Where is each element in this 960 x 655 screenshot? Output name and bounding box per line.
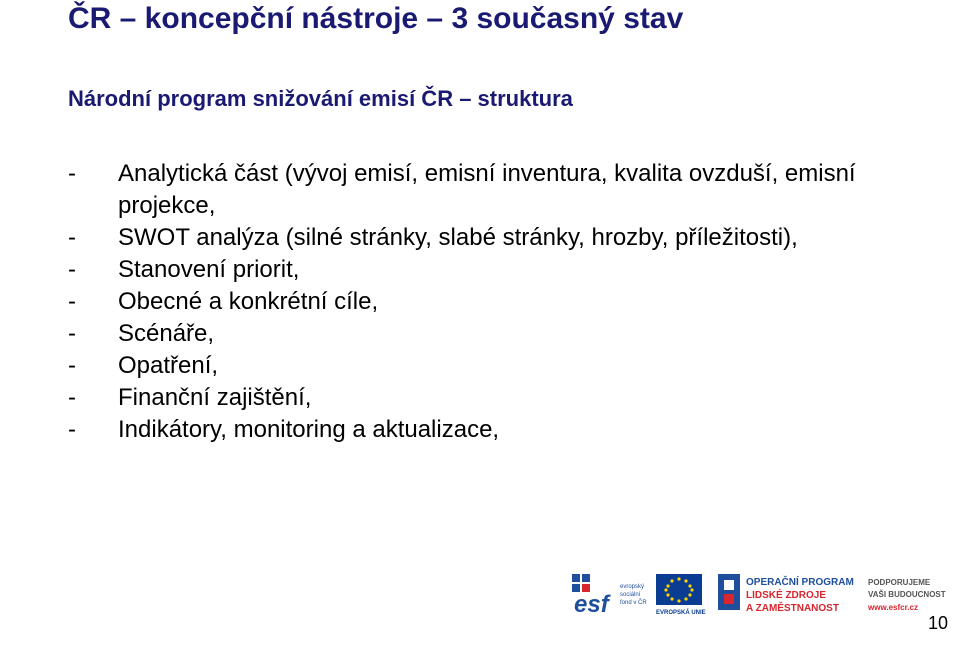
eu-label: EVROPSKÁ UNIE <box>656 610 706 616</box>
list-item-text: Analytická část (vývoj emisí, emisní inventura, kvalita ovzduší, emisní projekce, <box>118 160 856 219</box>
support-line: VAŠI BUDOUCNOST <box>868 590 946 599</box>
list-dash: - <box>68 224 76 251</box>
list-item-text: Indikátory, monitoring a aktualizace, <box>118 416 500 443</box>
list-dash: - <box>68 288 76 315</box>
op-line: A ZAMĚSTNANOST <box>746 603 839 614</box>
list-dash: - <box>68 256 76 283</box>
list-dash: - <box>68 416 76 443</box>
list-dash: - <box>68 320 76 347</box>
support-url: www.esfcr.cz <box>868 603 918 612</box>
list-dash: - <box>68 352 76 379</box>
list-dash: - <box>68 384 76 411</box>
list-item-text: SWOT analýza (silné stránky, slabé stránky, hrozby, příležitosti), <box>118 224 798 251</box>
slide-subtitle: Národní program snižování emisí ČR – struktura <box>68 86 573 111</box>
list-item-text: Obecné a konkrétní cíle, <box>118 288 379 315</box>
op-lzz-logo <box>718 574 854 614</box>
eu-flag-logo <box>656 574 706 616</box>
esf-logo-text: esf <box>574 591 609 616</box>
list-item <box>68 350 948 382</box>
slide-title: ČR – koncepční nástroje – 3 současný stav <box>68 2 684 35</box>
support-logo <box>867 578 946 612</box>
list-item <box>68 222 948 254</box>
page-number: 10 <box>927 613 948 633</box>
list-item-text: Finanční zajištění, <box>118 384 312 411</box>
esf-small-line: fond v ČR <box>620 600 647 606</box>
list-item <box>68 286 948 318</box>
esf-small-line: evropský <box>620 584 645 590</box>
esf-logo <box>572 574 647 616</box>
list-item-text: Stanovení priorit, <box>118 256 300 283</box>
list-item-text: Scénáře, <box>118 320 215 347</box>
list-item <box>68 414 948 446</box>
list-item <box>68 382 948 414</box>
structure-list <box>68 158 948 446</box>
list-item <box>68 158 948 222</box>
esf-small-line: sociální <box>620 592 641 598</box>
op-line: LIDSKÉ ZDROJE <box>746 590 827 601</box>
op-line: OPERAČNÍ PROGRAM <box>746 577 854 588</box>
funding-logos <box>572 572 960 616</box>
support-line: PODPORUJEME <box>868 578 931 587</box>
list-dash: - <box>68 160 76 187</box>
list-item <box>68 318 948 350</box>
list-item <box>68 254 948 286</box>
list-item-text: Opatření, <box>118 352 219 379</box>
